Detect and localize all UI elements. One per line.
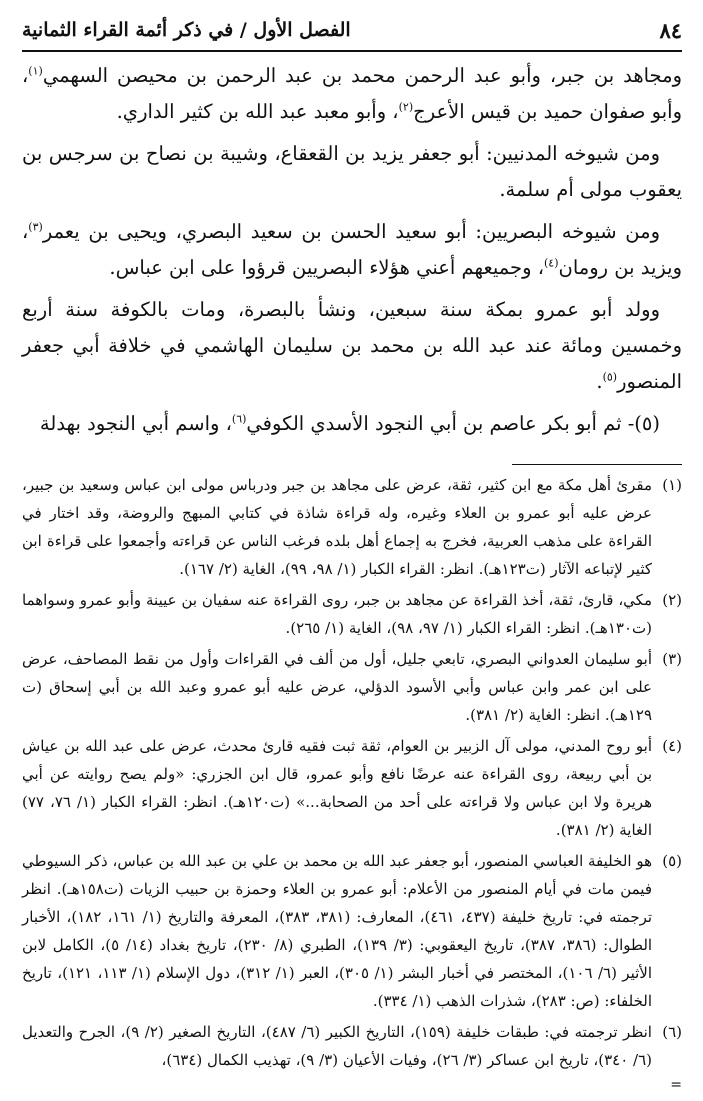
page-number: ٨٤	[659, 17, 682, 43]
book-page	[22, 10, 682, 1093]
footnote-2	[22, 586, 682, 642]
footnote-text: انظر ترجمته في: طبقات خليفة (١٥٩)، التاريخ الكبير (٦/ ٤٨٧)، التاريخ الصغير (٢/ ٩)، الجرح والتعديل (٦/ ٣٤٠)، تاريخ ابن عساكر (٣/ ٢٦)، وفيات الأعيان (٣/ ٩)، تهذيب الكمال (٦٣٤)،	[22, 1023, 652, 1069]
footnote-ref-1[interactable]: (١)	[28, 64, 43, 78]
footnote-text: أبو سليمان العدواني البصري، تابعي جليل، أول من ألف في القراءات وأول من نقط المصاحف، عرض على ابن عمر وابن عباس وأبي الأسود الدؤلي، عرض عليه أبو عمرو وعبد الله بن أبي إسحاق (ت ١٢٩هـ). انظر: الغاية (٢/ ٣٨١).	[22, 650, 652, 724]
continuation-mark: =	[670, 1077, 682, 1093]
footnote-ref-6[interactable]: (٦)	[231, 412, 247, 426]
footnote-ref-4[interactable]: (٤)	[544, 256, 559, 270]
footnote-3	[22, 645, 682, 729]
footnote-number: (١)	[662, 476, 682, 494]
footnote-number: (٣)	[662, 650, 682, 668]
footnote-text: هو الخليفة العباسي المنصور، أبو جعفر عبد الله بن محمد بن علي بن عبد الله بن عباس، ذكر السيوطي فيمن مات في أيام المنصور من الأعلام: أبو عمرو بن العلاء وحمزة بن حبيب الزيات (ت١٥٨هـ). انظر ترجمته في: تاريخ خليفة (٤٣٧، ٤٦١)، المعارف: (٣٨١، ٣٨٣)، المعرفة والتاريخ (١/ ١٦١، ١٨٢)، الأخبار الطوال: (٣٨٦، ٣٨٧)، تاريخ اليعقوبي: (٣/ ١٣٩)، الطبري (٨/ ٢٣٠)، تاريخ بغداد (١٤/ ٥)، الكامل لابن الأثير (٦/ ١٠٦)، المختصر في أخبار البشر (١/ ٣٠٥)، العبر (١/ ٣١٢)، دول الإسلام (١/ ١١٣، ١٢١)، تاريخ الخلفاء: (ص: ٢٨٣)، شذرات الذهب (١/ ٣٣٤).	[22, 852, 653, 1010]
footnote-number: (٥)	[662, 852, 682, 870]
footnote-text: مكي، قارئ، ثقة، أخذ القراءة عن مجاهد بن جبر، روى القراءة عنه سفيان بن عيينة وأبو عمرو وسواهما (ت١٣٠هـ). انظر: القراء الكبار (١/ ٩٧، ٩٨)، الغاية (١/ ٢٦٥).	[22, 591, 652, 637]
paragraph-3: ومن شيوخه البصريين: أبو سعيد الحسن بن سعيد البصري، ويحيى بن يعمر$^{(٣)}$، ويزيد بن رومان$^{(٤)}$، وجميعهم أعني هؤلاء البصريين قرؤوا على ابن عباس.	[22, 220, 682, 279]
main-text	[22, 58, 682, 442]
footnote-6	[22, 1018, 682, 1074]
paragraph-2: ومن شيوخه المدنيين: أبو جعفر يزيد بن القعقاع، وشيبة بن نصاح بن سرجس بن يعقوب مولى أم سلمة.	[22, 142, 682, 201]
footnotes	[22, 471, 682, 1093]
footnote-number: (٤)	[662, 737, 682, 755]
footnote-ref-3[interactable]: (٣)	[28, 220, 43, 234]
paragraph-4: وولد أبو عمرو بمكة سنة سبعين، ونشأ بالبصرة، ومات بالكوفة سنة أربع وخمسين ومائة عند عبد الله بن محمد بن سليمان الهاشمي في خلافة أبي جعفر المنصور$^{(٥)}$.	[22, 298, 682, 393]
footnote-5	[22, 847, 682, 1015]
header-title: الفصل الأول / في ذكر أئمة القراء الثمانية	[22, 19, 351, 41]
footnote-4	[22, 732, 682, 844]
running-header	[22, 10, 682, 52]
paragraph-5: (٥)- ثم أبو بكر عاصم بن أبي النجود الأسدي الكوفي$^{(٦)}$، واسم أبي النجود بهدلة	[39, 412, 660, 435]
footnote-1	[22, 471, 682, 583]
paragraph-1: ومجاهد بن جبر، وأبو عبد الرحمن محمد بن عبد الرحمن بن محيصن السهمي$^{(١)}$، وأبو صفوان حميد بن قيس الأعرج$^{(٢)}$، وأبو معبد عبد الله بن كثير الداري.	[22, 64, 682, 123]
footnote-text: أبو روح المدني، مولى آل الزبير بن العوام، ثقة ثبت فقيه قارئ محدث، عرض على عبد الله بن عياش بن أبي ربيعة، روى القراءة عنه عرضًا نافع وأبو عمرو، قال ابن الجزري: «ولم يصح روايته عن أبي هريرة ولا ابن عباس ولا قراءته على أحد من الصحابة...» (ت١٢٠هـ). انظر: القراء الكبار (١/ ٧٦، ٧٧) الغاية (٢/ ٣٨١).	[22, 737, 652, 839]
footnote-ref-5[interactable]: (٥)	[602, 370, 618, 384]
footnote-ref-2[interactable]: (٢)	[398, 100, 414, 114]
footnote-separator	[512, 464, 682, 465]
footnote-number: (٦)	[662, 1023, 682, 1041]
footnote-text: مقرئ أهل مكة مع ابن كثير، ثقة، عرض على مجاهد بن جبر ودرباس مولى ابن عباس وسعيد بن جبير، عرض عليه أبو عمرو بن العلاء وغيره، وله قراءة شاذة في كتابي المبهج والروضة، وقد اختار في القراءة على مذهب العربية، فخرج به إجماع أهل بلده فرغب الناس عن قراءته وأجمعوا على قراءة ابن كثير لإتباعه الآثار (ت١٢٣هـ). انظر: القراء الكبار (١/ ٩٨، ٩٩)، الغاية (٢/ ١٦٧).	[22, 476, 652, 578]
footnote-number: (٢)	[662, 591, 682, 609]
